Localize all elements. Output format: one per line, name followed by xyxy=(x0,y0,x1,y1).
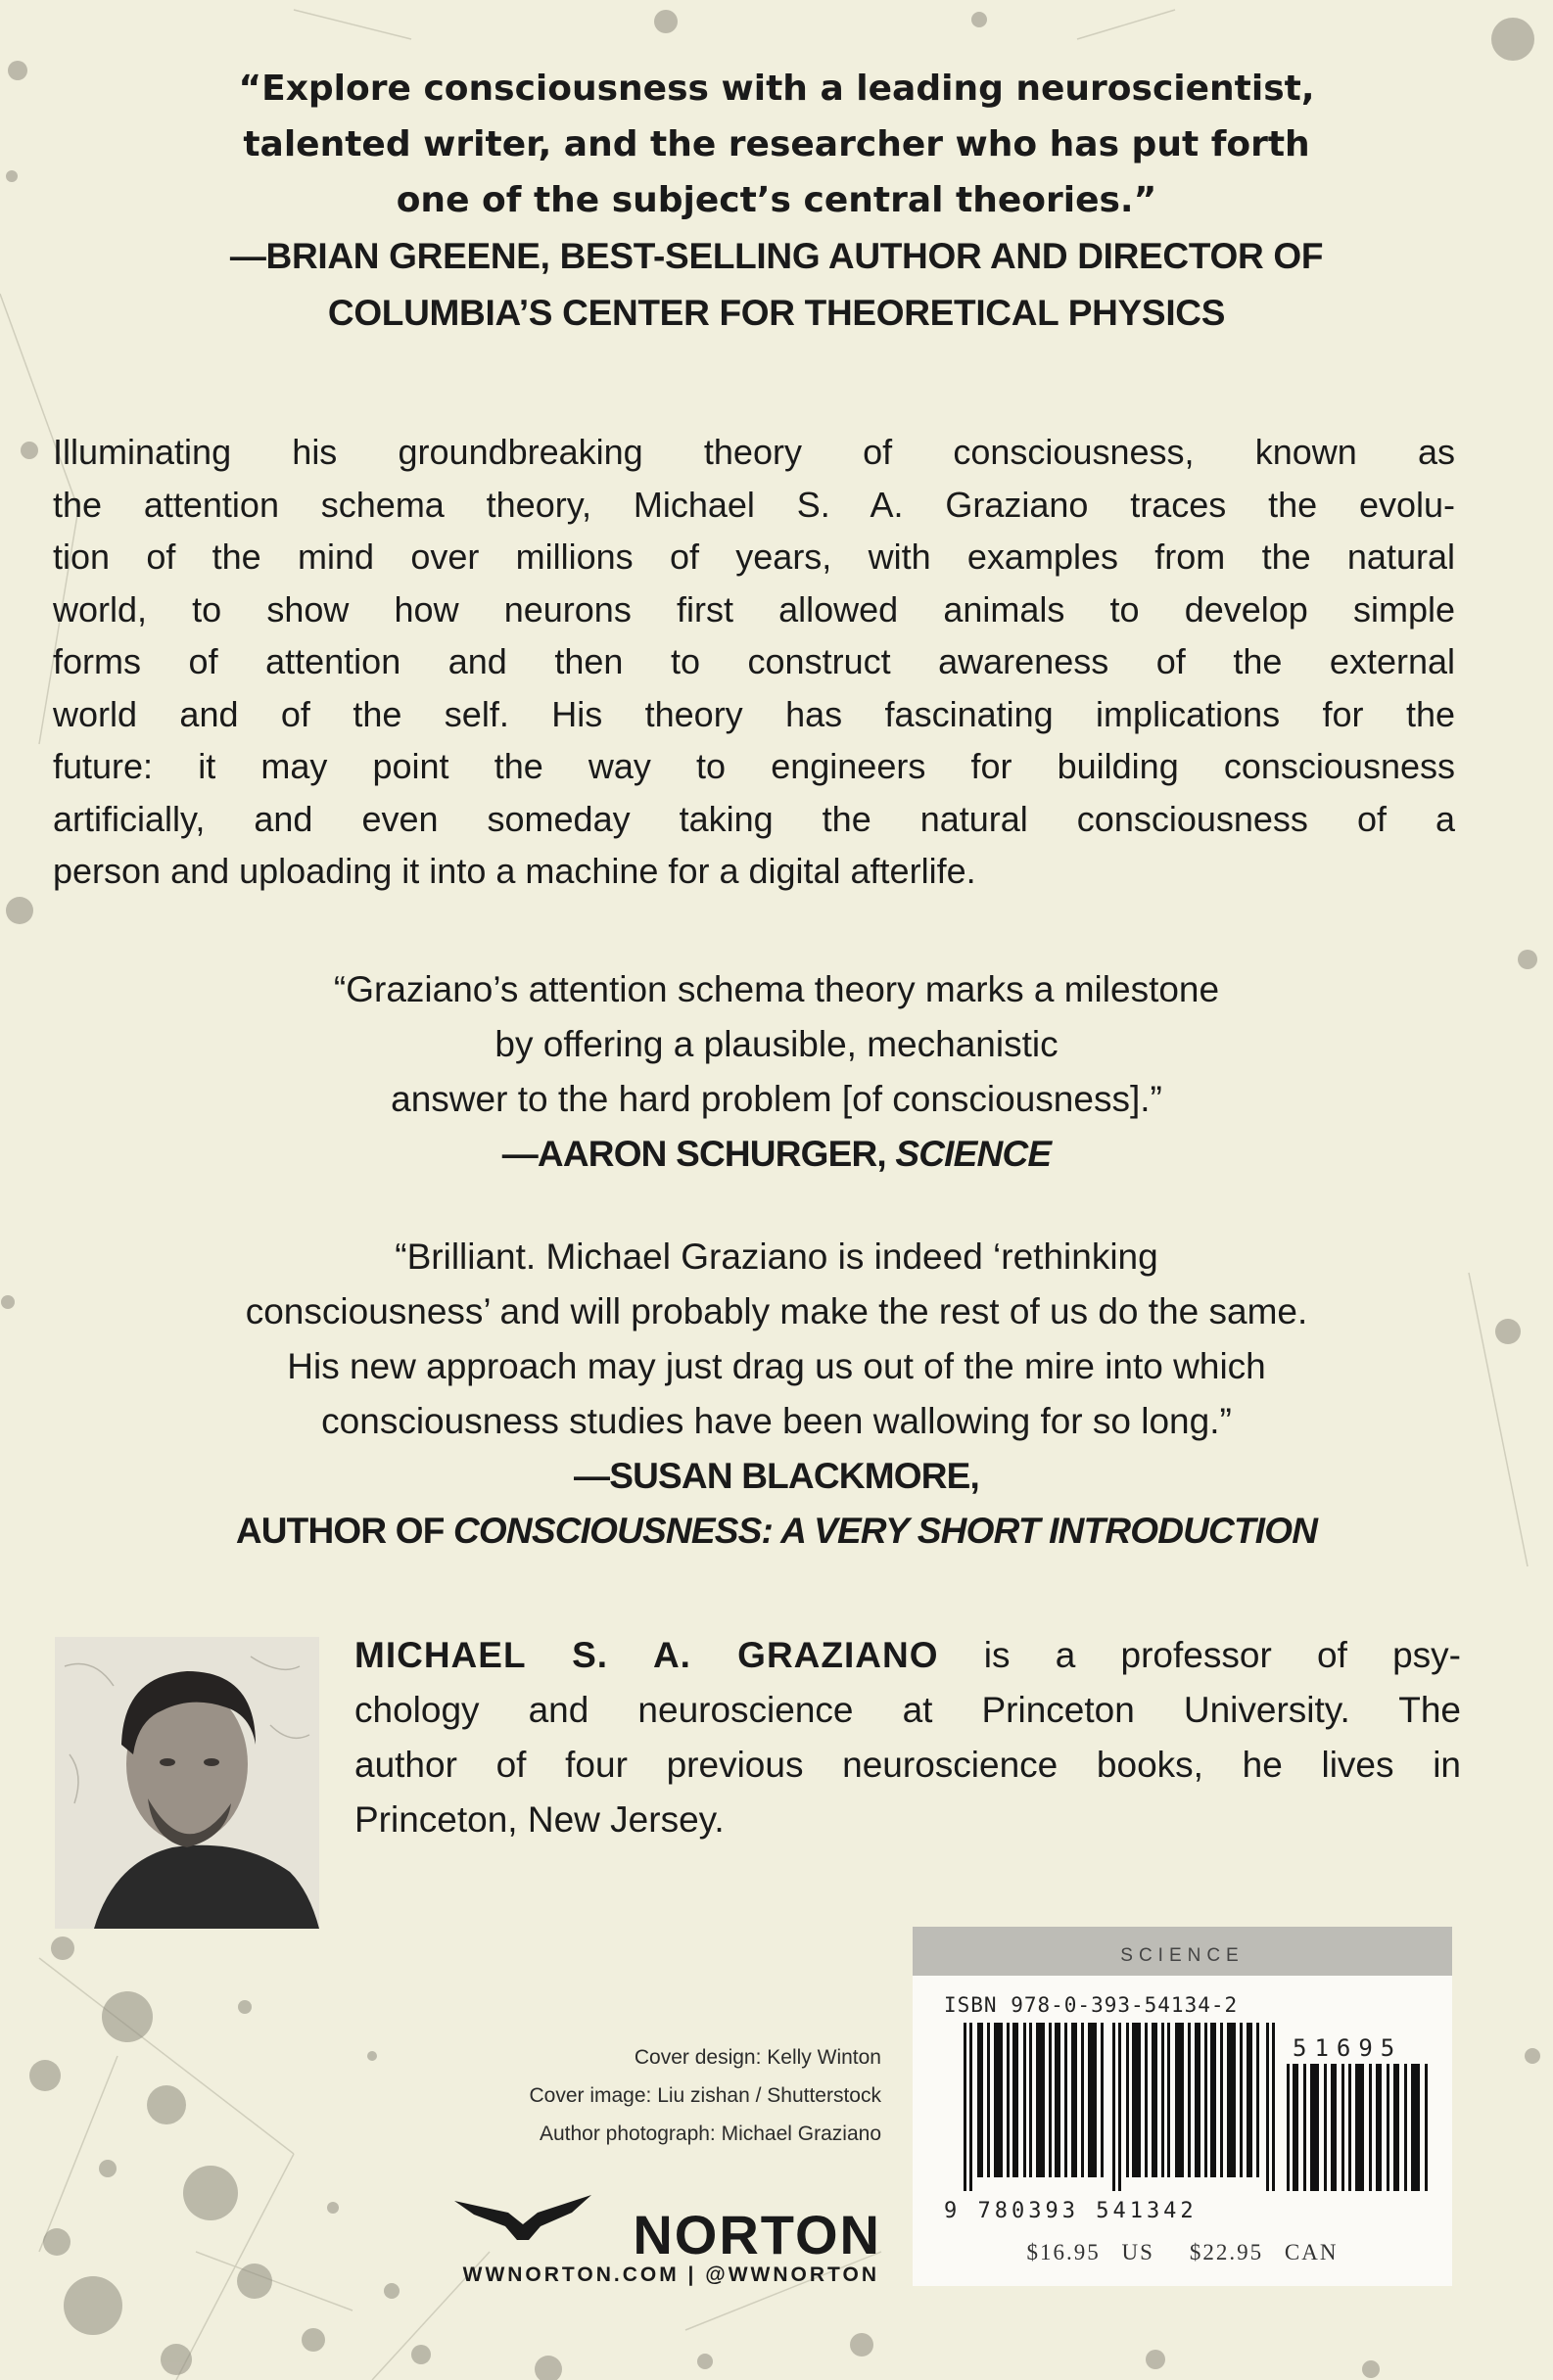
price-addon-digits: 51695 xyxy=(1293,2034,1403,2062)
description-line: Illuminating his groundbreaking theory of consciousness, known as xyxy=(53,432,1455,472)
quote-line: talented writer, and the researcher who has put forth xyxy=(243,124,1310,164)
ean-digits: 9 780393 541342 xyxy=(944,2199,1198,2223)
author-photo-credit: Author photograph: Michael Graziano xyxy=(539,2123,881,2145)
publisher-name: NORTON xyxy=(633,2204,881,2265)
isbn-text: ISBN 978-0-393-54134-2 xyxy=(944,1993,1239,2017)
description-line: the attention schema theory, Michael S. A. Graziano traces the evolu- xyxy=(53,484,1455,525)
author-photo xyxy=(55,1637,319,1929)
description-line: artificially, and even someday taking the natural consciousness of a xyxy=(53,798,1455,839)
quote-line: His new approach may just drag us out of the mire into which xyxy=(287,1346,1266,1386)
publisher-website: WWNORTON.COM | @WWNORTON xyxy=(462,2263,879,2286)
quote-attribution: —BRIAN GREENE, BEST-SELLING AUTHOR AND DIRECTOR OF xyxy=(229,236,1324,276)
description-line: world and of the self. His theory has fascinating implications for the xyxy=(53,693,1455,734)
barcode-panel xyxy=(913,1927,1452,2286)
quote-line: “Graziano’s attention schema theory marks a milestone xyxy=(333,969,1220,1009)
book-description xyxy=(53,426,1455,898)
cover-credits xyxy=(392,2038,881,2153)
price-line xyxy=(913,2240,1452,2265)
quote-attribution xyxy=(59,1504,1494,1559)
quote-line: consciousness’ and will probably make the rest of us do the same. xyxy=(245,1291,1308,1331)
description-line: world, to show how neurons first allowed animals to develop simple xyxy=(53,588,1455,630)
quote-blackmore xyxy=(59,1230,1494,1559)
quote-line: answer to the hard problem [of consciousness].” xyxy=(391,1079,1162,1119)
attribution-prefix: AUTHOR OF xyxy=(235,1511,454,1551)
quote-greene xyxy=(59,61,1494,342)
publisher-logo xyxy=(392,2191,881,2309)
quote-schurger xyxy=(59,962,1494,1182)
bio-line: chology and neuroscience at Princeton University. The xyxy=(354,1690,1461,1730)
price-can: $22.95 CAN xyxy=(1189,2240,1339,2264)
cover-image-credit: Cover image: Liu zishan / Shutterstock xyxy=(529,2084,881,2107)
bio-line xyxy=(354,1628,1461,1683)
quote-attribution xyxy=(59,1127,1494,1182)
author-name: MICHAEL S. A. GRAZIANO xyxy=(354,1635,939,1675)
category-label: SCIENCE xyxy=(913,1927,1452,1976)
quote-line: “Brilliant. Michael Graziano is indeed ‘rethinking xyxy=(395,1237,1158,1277)
attribution-source: SCIENCE xyxy=(895,1134,1052,1174)
bio-line: author of four previous neuroscience books, he lives in xyxy=(354,1745,1461,1785)
quote-attribution: —SUSAN BLACKMORE, xyxy=(574,1456,979,1496)
attribution-name: —AARON SCHURGER, xyxy=(501,1134,896,1174)
quote-line: consciousness studies have been wallowing for so long.” xyxy=(321,1401,1232,1441)
description-line: person and uploading it into a machine for a digital afterlife. xyxy=(53,851,976,891)
description-line: tion of the mind over millions of years, with examples from the natural xyxy=(53,537,1455,577)
bio-text: is a professor of psy- xyxy=(938,1635,1462,1675)
description-line: future: it may point the way to engineers for building consciousness xyxy=(53,746,1455,786)
author-bio xyxy=(354,1628,1461,1847)
bio-line: Princeton, New Jersey. xyxy=(354,1799,725,1840)
attribution-book: CONSCIOUSNESS: A VERY SHORT INTRODUCTION xyxy=(453,1511,1318,1551)
quote-attribution: COLUMBIA’S CENTER FOR THEORETICAL PHYSICS xyxy=(327,293,1226,333)
price-us: $16.95 US xyxy=(1026,2240,1154,2264)
quote-line: one of the subject’s central theories.” xyxy=(396,180,1157,220)
quote-line: “Explore consciousness with a leading neuroscientist, xyxy=(238,69,1315,109)
seagull-icon xyxy=(454,2191,591,2250)
description-line: forms of attention and then to construct awareness of the external xyxy=(53,641,1455,681)
cover-design-credit: Cover design: Kelly Winton xyxy=(634,2046,881,2069)
main-barcode xyxy=(964,2023,1275,2191)
quote-line: by offering a plausible, mechanistic xyxy=(494,1024,1059,1064)
